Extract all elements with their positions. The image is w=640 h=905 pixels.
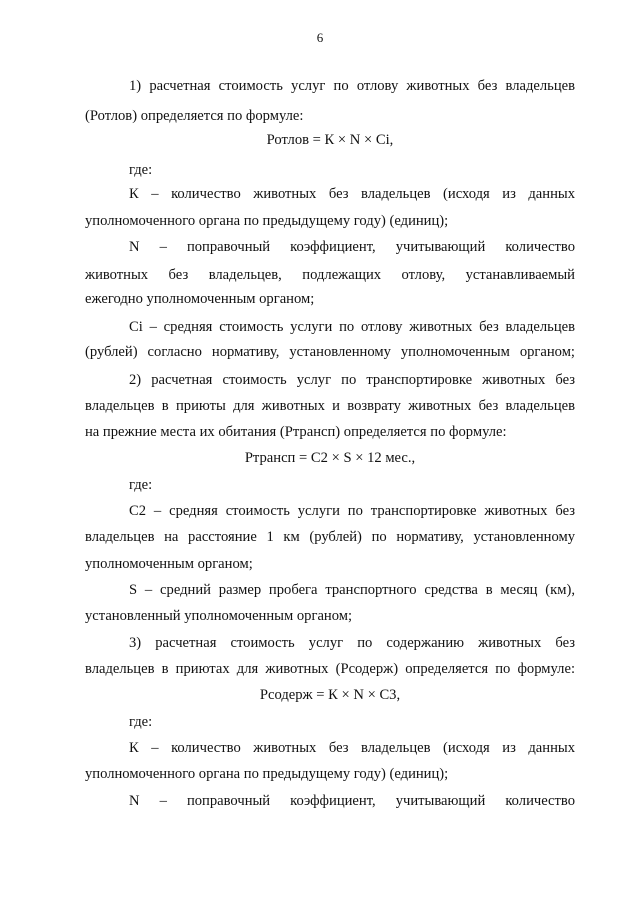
paragraph-line: установленный уполномоченным органом; bbox=[85, 608, 353, 624]
paragraph-line: 1) расчетная стоимость услуг по отлову животных без владельцев bbox=[129, 78, 575, 94]
paragraph-line: где: bbox=[129, 162, 153, 178]
paragraph-line: уполномоченного органа по предыдущему году) (единиц); bbox=[85, 213, 449, 229]
paragraph-line: N – поправочный коэффициент, учитывающий количество bbox=[129, 239, 575, 255]
formula-transp: Ртрансп = С2 × S × 12 мес., bbox=[244, 450, 416, 466]
page-number: 6 bbox=[316, 30, 324, 45]
paragraph-line: владельцев в приютах для животных (Рсодерж) определяется по формуле: bbox=[85, 661, 575, 677]
paragraph-line: К – количество животных без владельцев (исходя из данных bbox=[129, 186, 575, 202]
paragraph-line: где: bbox=[129, 477, 153, 493]
paragraph-line: N – поправочный коэффициент, учитывающий количество bbox=[129, 793, 575, 809]
paragraph-line: С2 – средняя стоимость услуги по транспортировке животных без bbox=[129, 503, 575, 519]
paragraph-line: уполномоченным органом; bbox=[85, 556, 253, 572]
paragraph-line: 2) расчетная стоимость услуг по транспортировке животных без bbox=[129, 372, 575, 388]
paragraph-line: К – количество животных без владельцев (исходя из данных bbox=[129, 740, 575, 756]
paragraph-line: S – средний размер пробега транспортного средства в месяц (км), bbox=[129, 582, 575, 598]
paragraph-line: 3) расчетная стоимость услуг по содержанию животных без bbox=[129, 635, 575, 651]
paragraph-line: владельцев на расстояние 1 км (рублей) по нормативу, установленному bbox=[85, 529, 575, 545]
paragraph-line: животных без владельцев, подлежащих отлову, устанавливаемый bbox=[85, 267, 575, 283]
paragraph-line: ежегодно уполномоченным органом; bbox=[85, 291, 315, 307]
paragraph-line: владельцев в приюты для животных и возврату животных без владельцев bbox=[85, 398, 575, 414]
formula-otlov: Ротлов = К × N × Сi, bbox=[266, 132, 394, 148]
formula-soderzh: Рсодерж = К × N × С3, bbox=[259, 687, 401, 703]
paragraph-line: на прежние места их обитания (Ртрансп) определяется по формуле: bbox=[85, 424, 507, 440]
paragraph-line: где: bbox=[129, 714, 153, 730]
paragraph-line: уполномоченного органа по предыдущему году) (единиц); bbox=[85, 766, 449, 782]
paragraph-line: Сi – средняя стоимость услуги по отлову животных без владельцев bbox=[129, 319, 575, 335]
paragraph-line: (Ротлов) определяется по формуле: bbox=[85, 108, 304, 124]
paragraph-line: (рублей) согласно нормативу, установленному уполномоченным органом; bbox=[85, 344, 575, 360]
